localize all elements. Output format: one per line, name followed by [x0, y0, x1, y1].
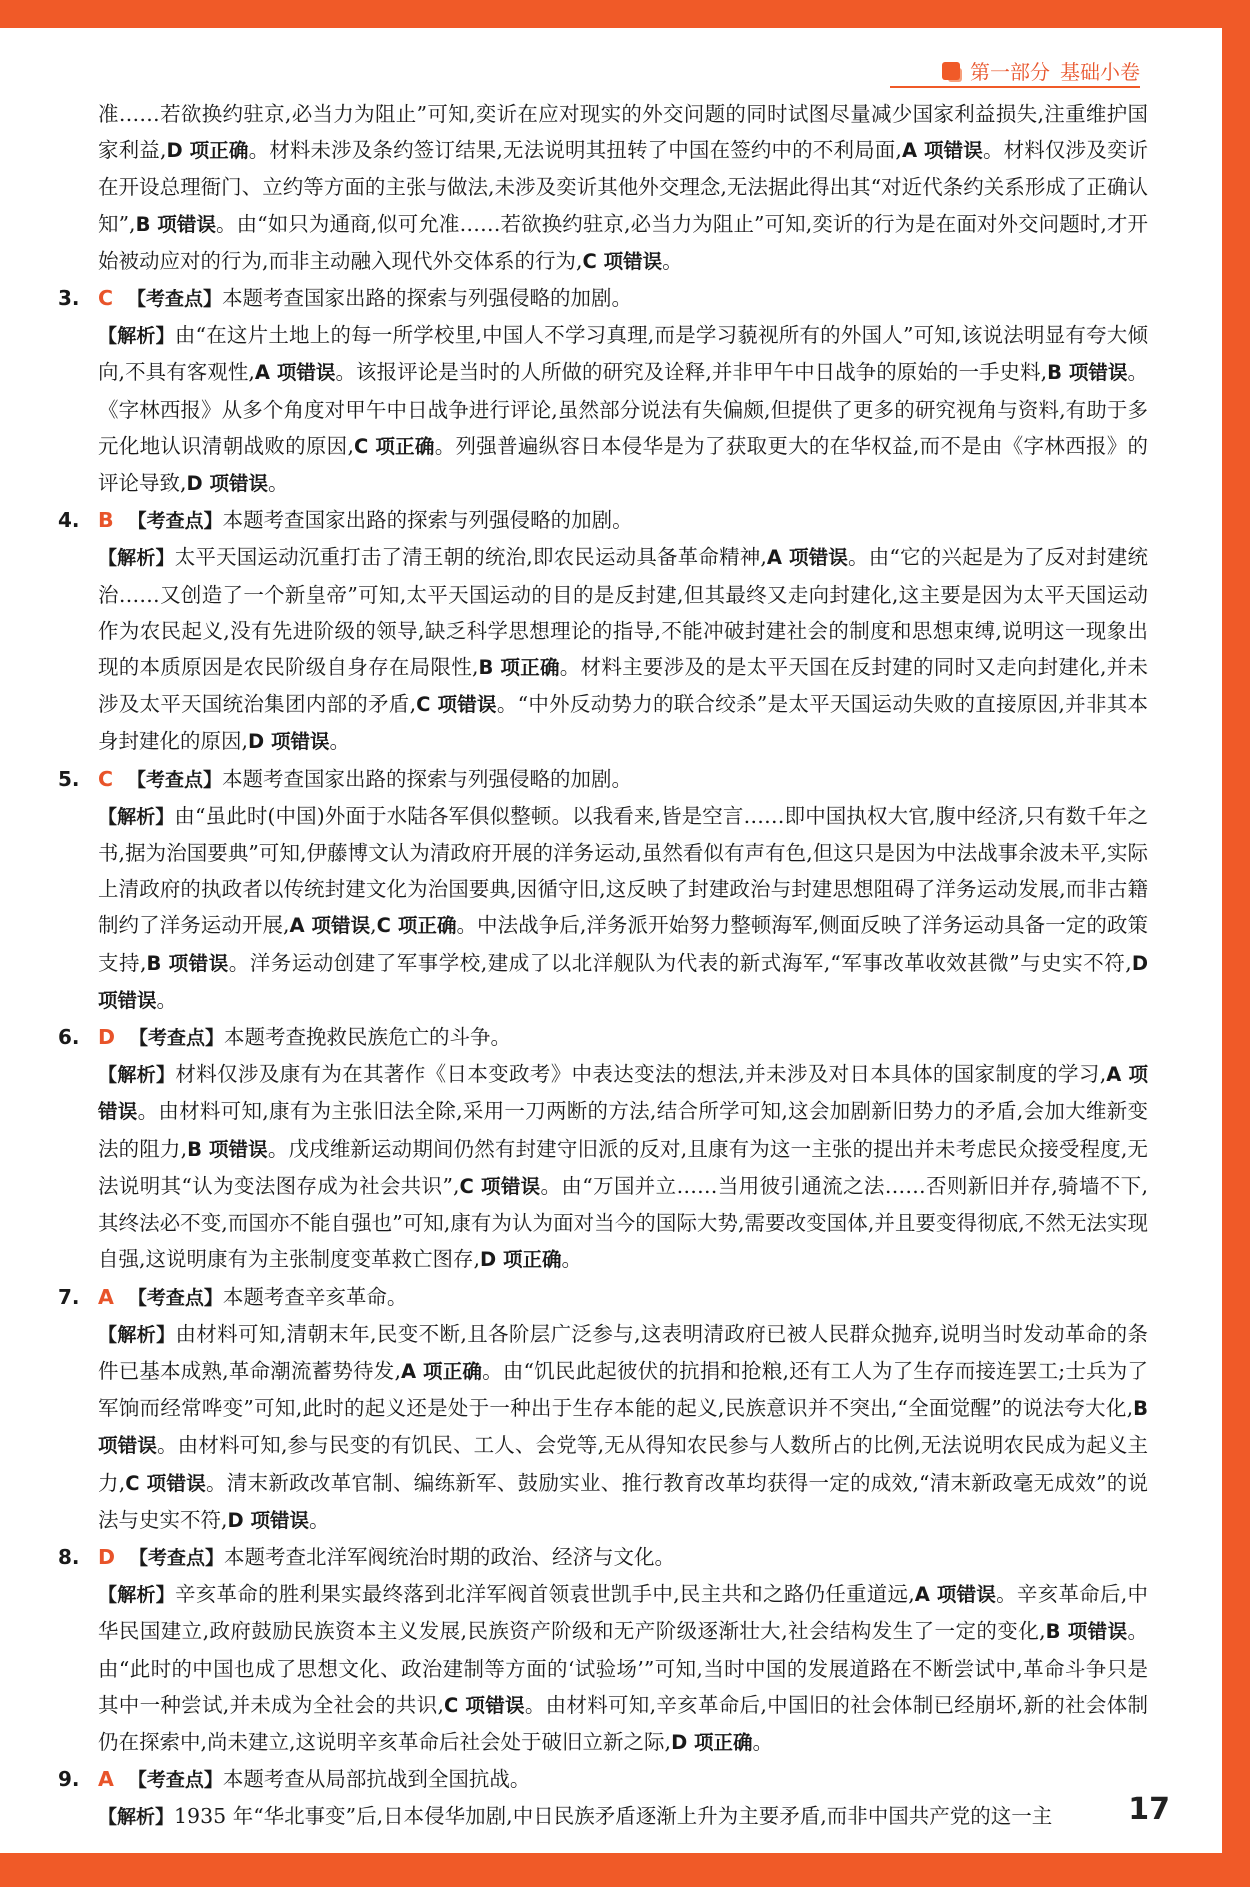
bottom-border: [0, 1853, 1250, 1887]
question-summary: [98, 761, 632, 798]
question-number: 7.: [58, 1284, 80, 1309]
question-summary: [98, 502, 633, 539]
question-summary: [98, 1019, 511, 1056]
explanation-text: 。: [309, 1507, 330, 1532]
option-verdict: B 项错误: [98, 1397, 1148, 1458]
option-verdict: D 项错误: [227, 1508, 310, 1532]
explanation-text: 辛亥革命的胜利果实最终落到北洋军阀首领袁世凯手中,民主共和之路仍任重道远,: [175, 1582, 915, 1607]
explanation-text: 。由材料可知,康有为主张旧法全除,采用一刀两断的方法,结合所学可知,这会加剧新旧势力的矛盾,会加大维新变法的阻力,: [98, 1099, 1148, 1161]
section-badge-icon: [942, 62, 960, 80]
option-verdict: C 项正确: [376, 914, 457, 938]
explanation-text: 太平天国运动沉重打击了清王朝的统治,即农民运动具备革命精神,: [174, 545, 767, 570]
question-number: 4.: [58, 508, 80, 533]
explanation-text: 。由材料可知,辛亥革命后,中国旧的社会体制已经崩坏,新的社会体制仍在探索中,尚未建立,这说明辛亥革命后社会处于破旧立新之际,: [98, 1692, 1148, 1754]
option-verdict: D 项正确: [480, 1248, 562, 1272]
question-header: [58, 761, 1148, 798]
analysis-label: 【解析】: [98, 325, 175, 348]
option-verdict: B 项错误: [146, 951, 229, 975]
explanation-text: 。材料未涉及条约签订结果,无法说明其扭转了中国在签约中的不利局面,: [248, 138, 902, 163]
question-header: [58, 1761, 1148, 1798]
option-verdict: A 项错误: [254, 361, 336, 385]
question-header: [58, 1539, 1148, 1576]
explanation-text: 。由“它的兴起是为了反对封建统治……又创造了一个新皇帝”可知,太平天国运动的目的是反封建,但其最终又走向封建化,这主要是因为太平天国运动作为农民起义,没有先进阶级的领导,缺乏科学思想理论的指导,不能冲破封建社会的制度和思想束缚,说明这一现象出现的本质原因是农民阶级自身存在局限性,: [98, 545, 1148, 680]
answer-letter: A: [98, 1767, 114, 1792]
explanation-text: 。: [329, 729, 351, 754]
explanation-text: 1935 年“华北事变”后,日本侵华加剧,中日民族矛盾逐渐上升为主要矛盾,而非中国共产党的这一主: [174, 1804, 1053, 1829]
question-summary: [98, 1279, 407, 1316]
question-header: [58, 280, 1148, 317]
explanation-text: 。由“万国并立……当用彼引通流之法……否则新旧并存,骑墙不下,其终法必不变,而国亦不能自强也”可知,康有为认为面对当今的国际大势,需要改变国体,并且要变得彻底,不然无法实现自强,这说明康有为主张制度变革救亡图存,: [98, 1173, 1148, 1272]
explanation-text: 。: [662, 248, 683, 273]
option-verdict: A 项错误: [766, 546, 849, 570]
key-point-text: 本题考查国家出路的探索与列强侵略的加剧。: [222, 508, 633, 533]
answer-letter: D: [98, 1544, 116, 1569]
section-header: [942, 56, 1140, 85]
page-number: 17: [1128, 1792, 1170, 1827]
key-point-label: 【考查点】: [127, 510, 223, 533]
question-number: 5.: [58, 766, 80, 791]
key-point-label: 【考查点】: [127, 288, 223, 311]
option-verdict: D 项错误: [248, 730, 330, 754]
question-header: [58, 1019, 1148, 1056]
option-verdict: B 项错误: [1045, 1620, 1128, 1644]
analysis-label: 【解析】: [98, 1064, 176, 1087]
key-point-text: 本题考查挽救民族危亡的斗争。: [224, 1025, 512, 1050]
header-underline: [890, 86, 1140, 88]
question-number: 6.: [58, 1025, 80, 1050]
option-verdict: C 项错误: [444, 1693, 525, 1717]
explanation-text: 由“在这片土地上的每一所学校里,中国人不学习真理,而是学习藐视所有的外国人”可知,该说法明显有夸大倾向,不具有客观性,: [98, 323, 1148, 385]
explanation-text: 准……若欲换约驻京,必当力为阻止”可知,奕䜣在应对现实的外交问题的同时试图尽量减少国家利益损失,注重维护国家利益,: [98, 102, 1148, 163]
option-verdict: C 项错误: [125, 1471, 207, 1495]
analysis-paragraph: [58, 1576, 1148, 1761]
explanation-text: 。: [156, 987, 178, 1012]
explanation-text: ,: [370, 913, 377, 938]
analysis-paragraph: [58, 1798, 1148, 1835]
top-border: [0, 0, 1250, 28]
analysis-paragraph: [58, 317, 1148, 502]
question-summary: [98, 1539, 675, 1576]
key-point-text: 本题考查从局部抗战到全国抗战。: [222, 1767, 531, 1792]
explanation-text: 。清末新政改革官制、编练新军、鼓励实业、推行教育改革均获得一定的成效,“清末新政毫无成效”的说法与史实不符,: [98, 1470, 1148, 1532]
question-number: 8.: [58, 1544, 80, 1569]
option-verdict: B 项错误: [187, 1137, 268, 1161]
right-border: [1222, 0, 1250, 1887]
section-label: 第一部分: [970, 60, 1050, 84]
key-point-label: 【考查点】: [127, 1286, 223, 1309]
explanation-text: 。“中外反动势力的联合绞杀”是太平天国运动失败的直接原因,并非其本身封建化的原因,: [98, 692, 1149, 754]
analysis-paragraph: [58, 1056, 1148, 1278]
explanation-text: 材料仅涉及康有为在其著作《日本变政考》中表达变法的想法,并未涉及对日本具体的国家制度的学习,: [175, 1062, 1107, 1087]
explanation-text: 。该报评论是当时的人所做的研究及诠释,并非甲午中日战争的原始的一手史料,: [335, 360, 1048, 385]
option-verdict: D 项正确: [166, 139, 249, 163]
key-point-label: 【考查点】: [129, 1027, 225, 1050]
analysis-paragraph: [58, 1316, 1148, 1539]
option-verdict: C 项错误: [582, 249, 663, 273]
explanation-text: 。列强普遍纵容日本侵华是为了获取更大的在华权益,而不是由《字林西报》的评论导致,: [98, 433, 1148, 496]
option-verdict: C 项错误: [416, 693, 497, 717]
explanation-text: 。: [561, 1247, 583, 1272]
analysis-paragraph: [58, 798, 1148, 1019]
explanation-text: 。材料主要涉及的是太平天国在反封建的同时又走向封建化,并未涉及太平天国统治集团内部的矛盾,: [98, 655, 1149, 717]
key-point-text: 本题考查国家出路的探索与列强侵略的加剧。: [222, 766, 633, 791]
option-verdict: C 项错误: [459, 1174, 541, 1198]
explanation-text: 。辛亥革命后,中华民国建立,政府鼓励民族资本主义发展,民族资产阶级和无产阶级逐渐壮大,社会结构发生了一定的变化,: [98, 1582, 1148, 1644]
intro-paragraph: [58, 96, 1148, 280]
option-verdict: A 项错误: [901, 139, 983, 163]
key-point-text: 本题考查国家出路的探索与列强侵略的加剧。: [222, 286, 633, 311]
key-point-label: 【考查点】: [129, 1546, 225, 1569]
option-verdict: B 项正确: [478, 656, 560, 680]
option-verdict: A 项错误: [914, 1583, 997, 1607]
option-verdict: B 项错误: [1047, 361, 1128, 385]
question-number: 3.: [58, 286, 80, 311]
question-summary: [98, 280, 632, 317]
answer-letter: C: [98, 286, 114, 311]
key-point-label: 【考查点】: [127, 1769, 223, 1792]
explanation-text: 。由材料可知,参与民变的有饥民、工人、会党等,无从得知农民参与人数所占的比例,无法说明农民成为起义主力,: [98, 1433, 1148, 1495]
analysis-label: 【解析】: [98, 1584, 176, 1607]
question-list: [58, 280, 1148, 1836]
key-point-text: 本题考查辛亥革命。: [222, 1284, 408, 1309]
explanation-text: 。洋务运动创建了军事学校,建成了以北洋舰队为代表的新式海军,“军事改革收效甚微”与史实不符,: [228, 950, 1132, 975]
option-verdict: A 项正确: [400, 1359, 483, 1383]
analysis-paragraph: [58, 539, 1148, 760]
analysis-label: 【解析】: [98, 547, 175, 570]
explanation-text: 。: [268, 471, 289, 496]
answer-letter: D: [98, 1025, 116, 1050]
option-verdict: B 项错误: [135, 212, 217, 236]
answer-letter: C: [98, 766, 114, 791]
explanation-text: 。由“此时的中国也成了思想文化、政治建制等方面的‘试验场’”可知,当时中国的发展道路在不断尝试中,革命斗争只是其中一种尝试,并未成为全社会的共识,: [98, 1619, 1148, 1717]
explanation-text: 。: [752, 1729, 774, 1754]
explanation-text: 。材料仅涉及奕䜣在开设总理衙门、立约等方面的主张与做法,未涉及奕䜣其他外交理念,无法据此得出其“对近代条约关系形成了正确认知”,: [98, 138, 1149, 236]
question-summary: [98, 1761, 530, 1798]
option-verdict: D 项错误: [98, 951, 1148, 1012]
key-point-label: 【考查点】: [127, 768, 223, 791]
analysis-label: 【解析】: [98, 805, 175, 828]
analysis-label: 【解析】: [98, 1323, 176, 1346]
analysis-label: 【解析】: [98, 1806, 175, 1829]
option-verdict: C 项正确: [353, 434, 435, 458]
explanation-text: 。由“饥民此起彼伏的抗捐和抢粮,还有工人为了生存而接连罢工;士兵为了军饷而经常哗变”可知,此时的起义还是处于一种出于生存本能的起义,民族意识并不突出,“全面觉醒”的说法夸大化,: [98, 1358, 1148, 1421]
explanation-text: 。由“如只为通商,似可允准……若欲换约驻京,必当力为阻止”可知,奕䜣的行为是在面对外交问题时,才开始被动应对的行为,而非主动融入现代外交体系的行为,: [98, 211, 1149, 273]
answer-letter: A: [98, 1284, 114, 1309]
option-verdict: A 项错误: [98, 1063, 1148, 1124]
question-number: 9.: [58, 1767, 80, 1792]
option-verdict: D 项错误: [186, 472, 269, 496]
explanation-text: 。戊戌维新运动期间仍然有封建守旧派的反对,且康有为这一主张的提出并未考虑民众接受程度,无法说明其“认为变法图存成为社会共识”,: [98, 1136, 1148, 1198]
option-verdict: D 项正确: [671, 1730, 753, 1754]
answer-content: [58, 96, 1148, 1836]
explanation-text: 由“虽此时(中国)外面于水陆各军俱似整顿。以我看来,皆是空言……即中国执权大官,腹中经济,只有数千年之书,据为治国要典”可知,伊藤博文认为清政府开展的洋务运动,虽然看似有声有色,但这只是因为中法战事余波未平,实际上清政府的执政者以传统封建文化为治国要典,因循守旧,这反映了封建政治与封建思想阻碍了洋务运动发展,而非古籍制约了洋务运动开展,: [98, 803, 1148, 938]
explanation-text: 。《字林西报》从多个角度对甲午中日战争进行评论,虽然部分说法有失偏颇,但提供了更多的研究视角与资料,有助于多元化地认识清朝战败的原因,: [98, 360, 1148, 458]
question-header: [58, 502, 1148, 539]
explanation-text: 。中法战争后,洋务派开始努力整顿海军,侧面反映了洋务运动具备一定的政策支持,: [98, 913, 1148, 975]
option-verdict: A 项错误: [289, 914, 371, 938]
explanation-text: 由材料可知,清朝末年,民变不断,且各阶层广泛参与,这表明清政府已被人民群众抛弃,说明当时发动革命的条件已基本成熟,革命潮流蓄势待发,: [98, 1321, 1148, 1383]
question-header: [58, 1279, 1148, 1316]
answer-letter: B: [98, 508, 114, 533]
key-point-text: 本题考查北洋军阀统治时期的政治、经济与文化。: [224, 1544, 676, 1569]
section-title: 基础小卷: [1060, 60, 1140, 84]
